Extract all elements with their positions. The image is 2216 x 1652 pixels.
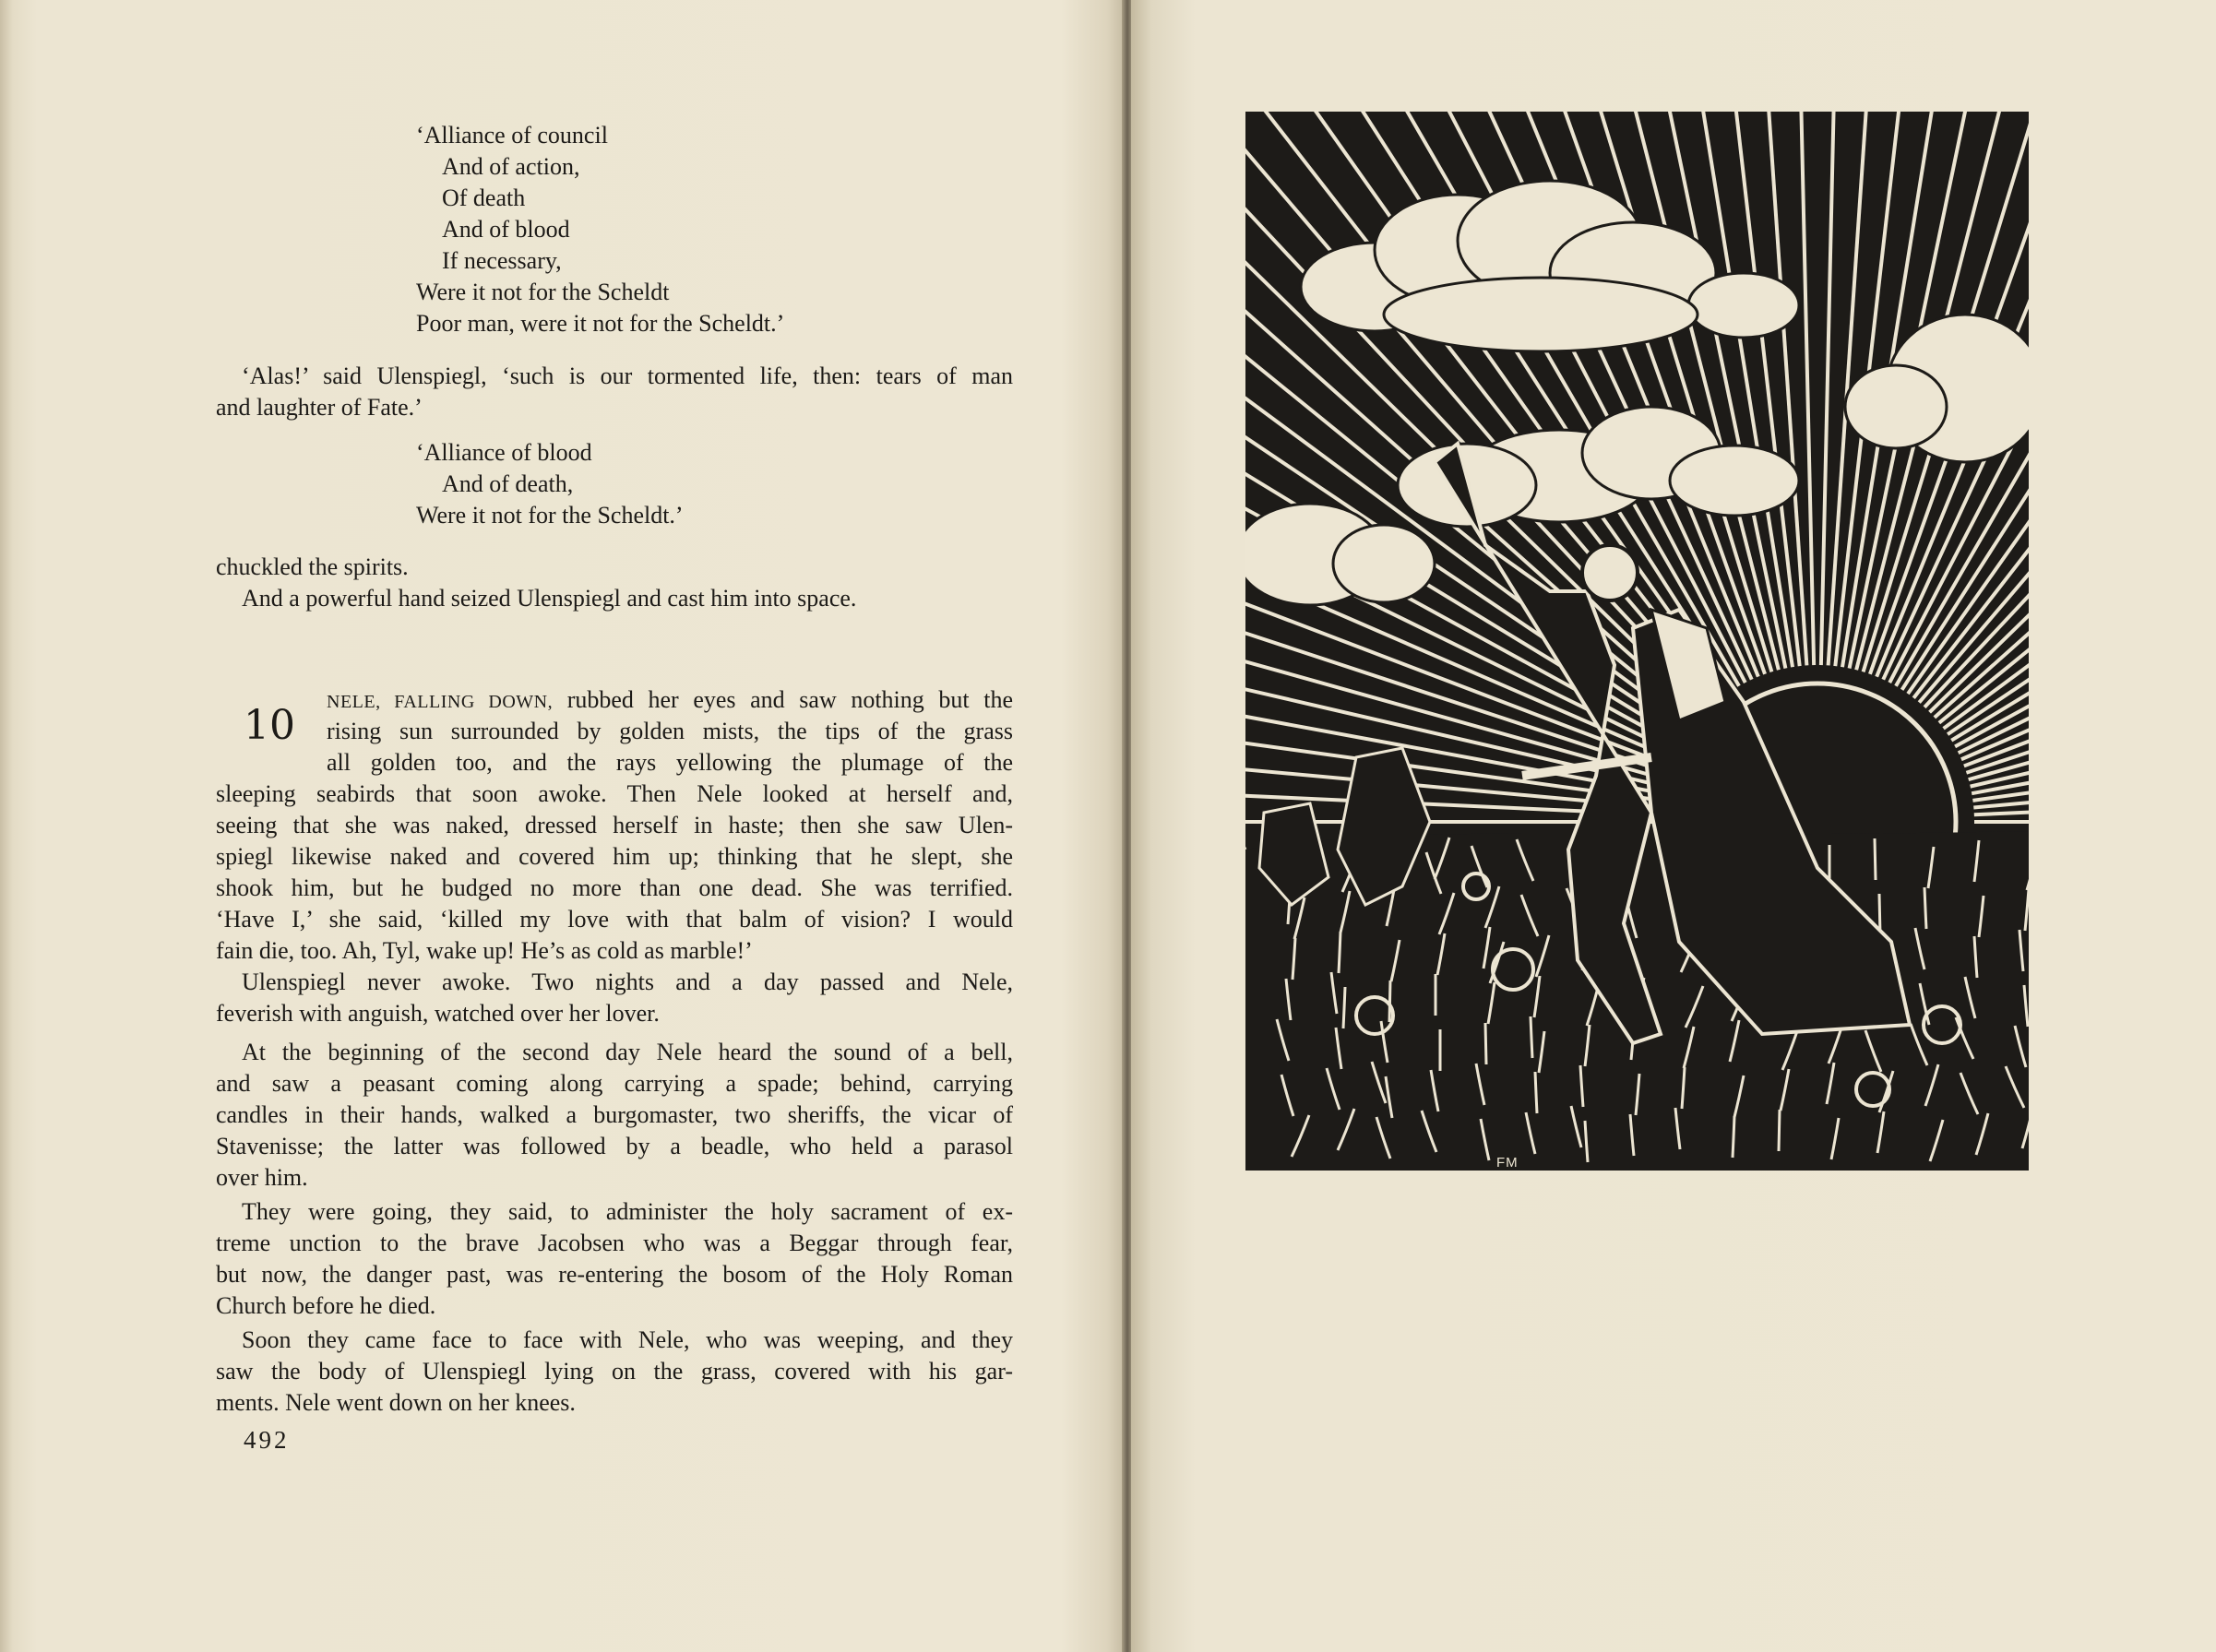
poem1-line-4: And of blood: [442, 216, 570, 243]
chapter-line-23: ments. Nele went down on her knees.: [216, 1389, 576, 1416]
poem1-line-1: ‘Alliance of council: [416, 122, 608, 149]
chapter-line-19: but now, the danger past, was re-entering the bosom of the Holy Roman: [216, 1261, 1013, 1288]
poem1-line-3: Of death: [442, 184, 526, 211]
chuckled-line: chuckled the spirits.: [216, 553, 409, 580]
chapter-opening-smallcaps: NELE, FALLING DOWN,: [327, 692, 554, 712]
chapter-line-15: Stavenisse; the latter was followed by a beadle, who held a parasol: [216, 1133, 1013, 1159]
poem1-line-7: Poor man, were it not for the Scheldt.’: [416, 310, 785, 337]
chapter-line-13: and saw a peasant coming along carrying a spade; behind, carrying: [216, 1070, 1013, 1097]
poem2-line-2: And of death,: [442, 470, 574, 497]
chapter-line-3: all golden too, and the rays yellowing the plumage of the: [327, 749, 1013, 776]
poem2-line-3: Were it not for the Scheldt.’: [416, 502, 684, 529]
poem1-line-6: Were it not for the Scheldt: [416, 279, 670, 305]
chapter-line-10: Ulenspiegl never awoke. Two nights and a day passed and Nele,: [242, 969, 1013, 995]
chapter-line-8: ‘Have I,’ she said, ‘killed my love with that balm of vision? I would: [216, 906, 1013, 933]
artist-monogram: FM: [1496, 1155, 1519, 1171]
alas-line-2: and laughter of Fate.’: [216, 394, 423, 421]
chapter-line-2: rising sun surrounded by golden mists, the tips of the grass: [327, 718, 1013, 744]
chapter-line-18: treme unction to the brave Jacobsen who was a Beggar through fear,: [216, 1230, 1013, 1256]
chapter-number: 10: [244, 702, 295, 749]
chapter-line-1-text: rubbed her eyes and saw nothing but the: [553, 686, 1013, 713]
chapter-line-12: At the beginning of the second day Nele heard the sound of a bell,: [242, 1039, 1013, 1065]
page-number: 492: [244, 1426, 290, 1454]
chapter-line-17: They were going, they said, to administer the holy sacrament of ex-: [242, 1198, 1013, 1225]
chapter-line-20: Church before he died.: [216, 1292, 436, 1319]
chapter-line-14: candles in their hands, walked a burgomaster, two sheriffs, the vicar of: [216, 1101, 1013, 1128]
chapter-line-1: [327, 684, 1013, 718]
woodcut-illustration-icon: [1245, 112, 2029, 1171]
chapter-line-9: fain die, too. Ah, Tyl, wake up! He’s as cold as marble!’: [216, 937, 753, 964]
chapter-line-22: saw the body of Ulenspiegl lying on the grass, covered with his gar-: [216, 1358, 1013, 1385]
poem1-line-5: If necessary,: [442, 247, 562, 274]
chapter-line-7: shook him, but he budged no more than one dead. She was terrified.: [216, 874, 1013, 901]
chapter-line-21: Soon they came face to face with Nele, who was weeping, and they: [242, 1326, 1013, 1353]
powerful-line: And a powerful hand seized Ulenspiegl and cast him into space.: [242, 585, 857, 612]
chapter-line-5: seeing that she was naked, dressed herself in haste; then she saw Ulen-: [216, 812, 1013, 838]
chapter-line-16: over him.: [216, 1164, 308, 1191]
poem2-line-1: ‘Alliance of blood: [416, 439, 592, 466]
poem1-line-2: And of action,: [442, 153, 580, 180]
chapter-line-11: feverish with anguish, watched over her lover.: [216, 1000, 660, 1027]
chapter-line-6: spiegl likewise naked and covered him up; thinking that he slept, she: [216, 843, 1013, 870]
alas-line-1: ‘Alas!’ said Ulenspiegl, ‘such is our tormented life, then: tears of man: [242, 362, 1013, 389]
chapter-line-4: sleeping seabirds that soon awoke. Then Nele looked at herself and,: [216, 780, 1013, 807]
